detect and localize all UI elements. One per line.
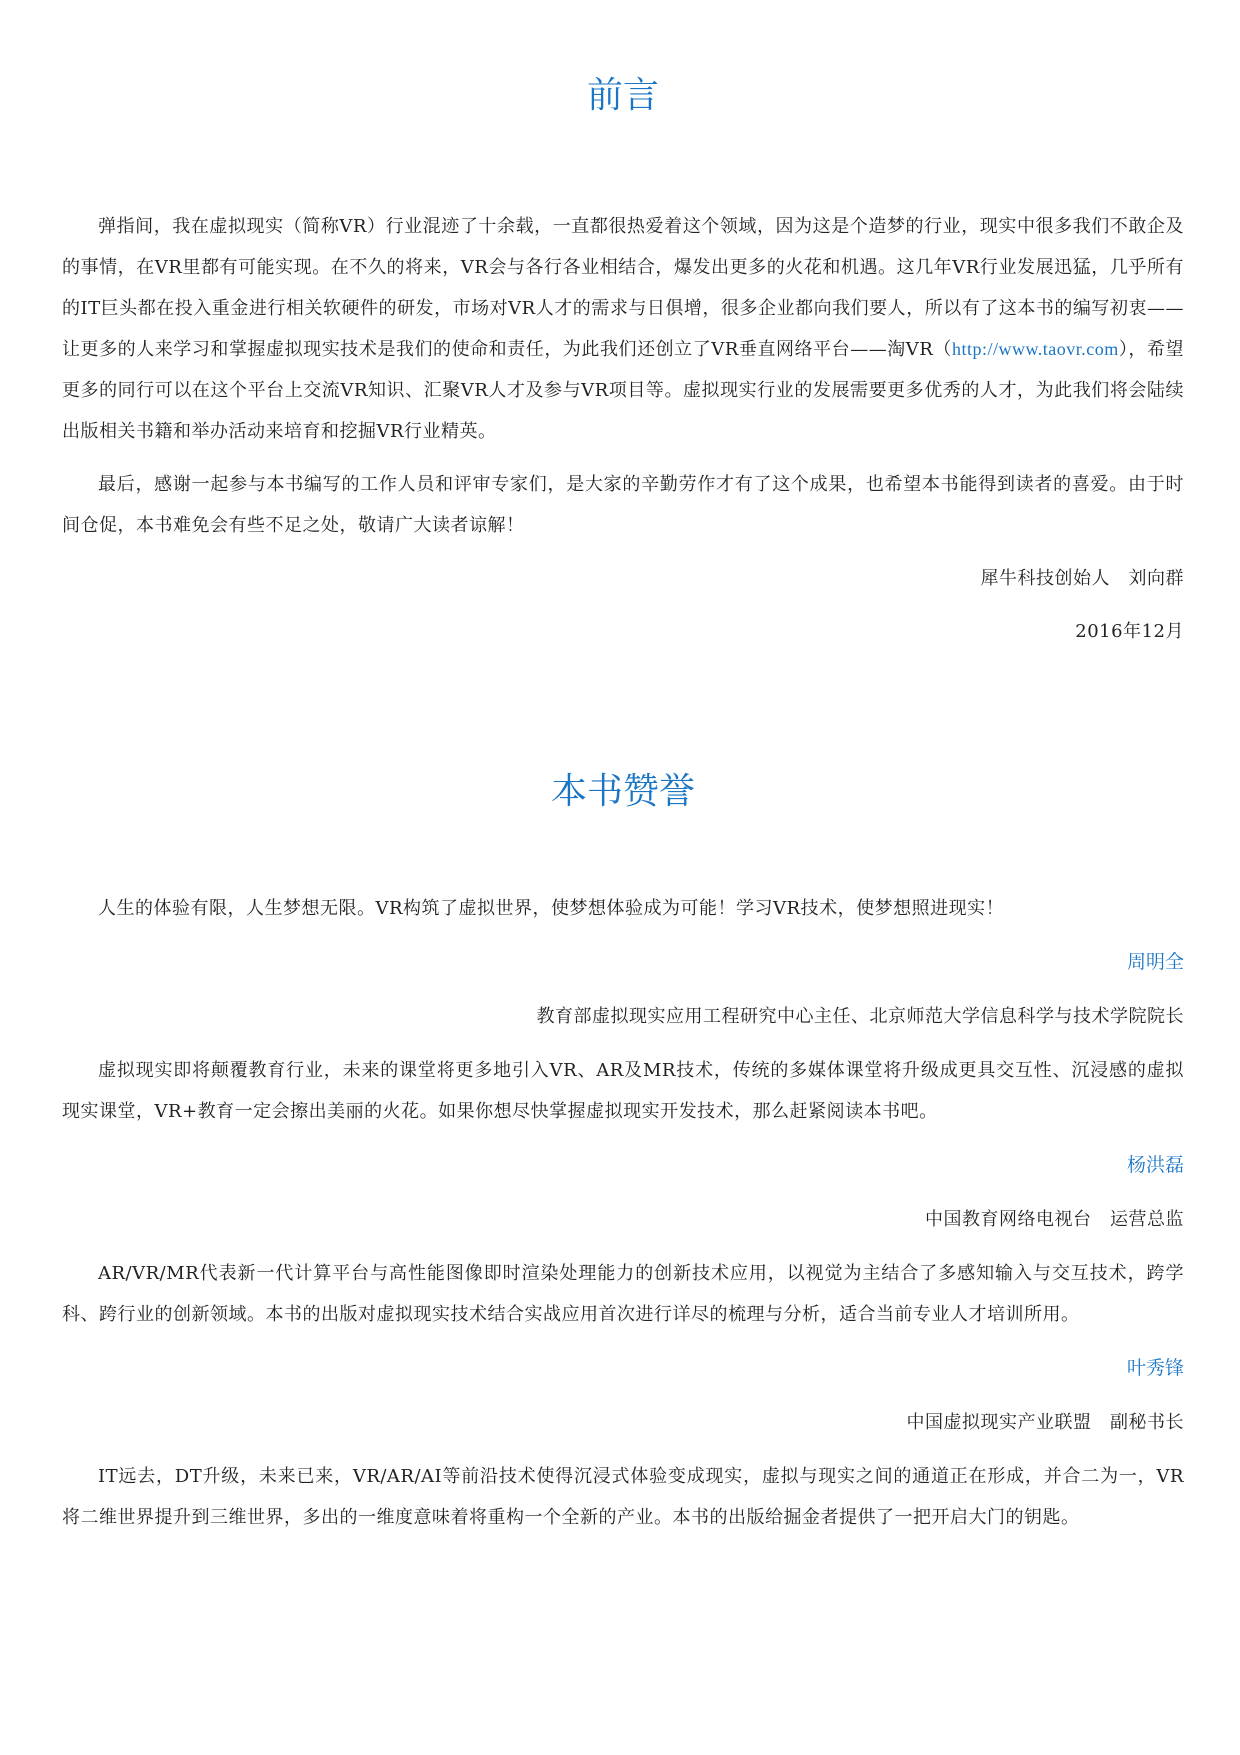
preface-title: 前言 — [586, 75, 659, 116]
preface-paragraph-1 — [62, 206, 1184, 452]
praise-text-4: IT远去，DT升级，未来已来，VR/AR/AI等前沿技术使得沉浸式体验变成现实，虚拟与现实之间的通道正在形成，并合二为一，VR将二维世界提升到三维世界，多出的一维度意味着将重构一个全新的产业。本书的出版给掘金者提供了一把开启大门的钥匙。 — [62, 1466, 1184, 1528]
praise-text-1: 人生的体验有限，人生梦想无限。VR构筑了虚拟世界，使梦想体验成为可能！学习VR技术，使梦想照进现实！ — [98, 898, 1005, 919]
praise-author-3: 叶秀锋 — [1126, 1357, 1184, 1379]
preface-date: 2016年12月 — [1075, 621, 1184, 642]
preface-paragraph-1-text-b: ），希望更多的同行可以在这个平台上交流VR知识、汇聚VR人才及参与VR项目等。虚拟现实行业的发展需要更多优秀的人才，为此我们将会陆续出版相关书籍和举办活动来培育和挖掘VR行业精英。 — [62, 339, 1185, 442]
praise-text-2: 虚拟现实即将颠覆教育行业，未来的课堂将更多地引入VR、AR及MR技术，传统的多媒体课堂将升级成更具交互性、沉浸感的虚拟现实课堂，VR+教育一定会擦出美丽的火花。如果你想尽快掌握虚拟现实开发技术，那么赶紧阅读本书吧。 — [62, 1060, 1184, 1122]
praise-role-1: 教育部虚拟现实应用工程研究中心主任、北京师范大学信息科学与技术学院院长 — [536, 1006, 1184, 1027]
praise-text-3: AR/VR/MR代表新一代计算平台与高性能图像即时渲染处理能力的创新技术应用，以视觉为主结合了多感知输入与交互技术，跨学科、跨行业的创新领域。本书的出版对虚拟现实技术结合实战应用首次进行详尽的梳理与分析，适合当前专业人才培训所用。 — [62, 1263, 1184, 1325]
preface-signature: 犀牛科技创始人 刘向群 — [980, 568, 1184, 589]
praise-author-2: 杨洪磊 — [1126, 1154, 1184, 1176]
preface-paragraph-1-text-a: 弹指间，我在虚拟现实（简称VR）行业混迹了十余载，一直都很热爱着这个领域，因为这是个造梦的行业，现实中很多我们不敢企及的事情，在VR里都有可能实现。在不久的将来，VR会与各行各业相结合，爆发出更多的火花和机遇。这几年VR行业发展迅猛，几乎所有的IT巨头都在投入重金进行相关软硬件的研发，市场对VR人才的需求与日俱增，很多企业都向我们要人，所以有了这本书的编写初衷——让更多的人来学习和掌握虚拟现实技术是我们的使命和责任，为此我们还创立了VR垂直网络平台——淘VR（ — [62, 216, 1184, 360]
praise-title: 本书赞誉 — [550, 771, 695, 812]
taovr-link[interactable]: http://www.taovr.com — [951, 339, 1119, 359]
document-page — [62, 0, 1184, 1538]
praise-author-1: 周明全 — [1126, 951, 1184, 973]
praise-role-2: 中国教育网络电视台 运营总监 — [925, 1209, 1184, 1230]
praise-role-3: 中国虚拟现实产业联盟 副秘书长 — [906, 1412, 1184, 1433]
preface-paragraph-2: 最后，感谢一起参与本书编写的工作人员和评审专家们，是大家的辛勤劳作才有了这个成果，也希望本书能得到读者的喜爱。由于时间仓促，本书难免会有些不足之处，敬请广大读者谅解！ — [62, 474, 1184, 536]
